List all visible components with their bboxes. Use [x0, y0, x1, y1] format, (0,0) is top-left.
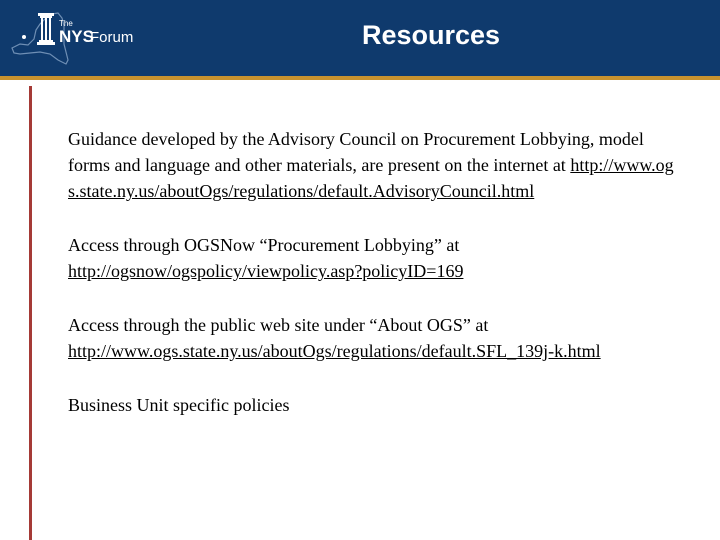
public-site-link[interactable]: http://www.ogs.state.ny.us/aboutOgs/regulations/default.SFL_139j-k.html	[68, 341, 601, 361]
logo-nys-text: NYS	[59, 27, 94, 46]
header-underline	[0, 76, 720, 80]
logo-forum-text: Forum	[90, 29, 134, 46]
header-bar	[0, 0, 720, 76]
paragraph-text: Business Unit specific policies	[68, 395, 290, 415]
paragraph-text: Guidance developed by the Advisory Council on Procurement Lobbying, model forms and language and other materials, are present on the internet at	[68, 129, 644, 175]
content-body	[68, 126, 682, 446]
paragraph-ogsnow	[68, 232, 682, 284]
paragraph-text: Access through OGSNow “Procurement Lobbying” at	[68, 235, 460, 255]
ogsnow-policy-link[interactable]: http://ogsnow/ogspolicy/viewpolicy.asp?policyID=169	[68, 261, 464, 281]
logo-the-text: The	[59, 19, 73, 28]
advisory-council-link[interactable]: http://www.ogs.state.ny.us/aboutOgs/regulations/default.AdvisoryCouncil.html	[68, 155, 674, 201]
paragraph-business-unit	[68, 392, 682, 418]
slide-title: Resources	[361, 20, 501, 50]
paragraph-guidance	[68, 126, 682, 204]
paragraph-text: Access through the public web site under “About OGS” at	[68, 315, 489, 335]
left-vertical-rule	[29, 86, 32, 540]
nys-forum-logo	[6, 4, 132, 74]
paragraph-public-site	[68, 312, 682, 364]
